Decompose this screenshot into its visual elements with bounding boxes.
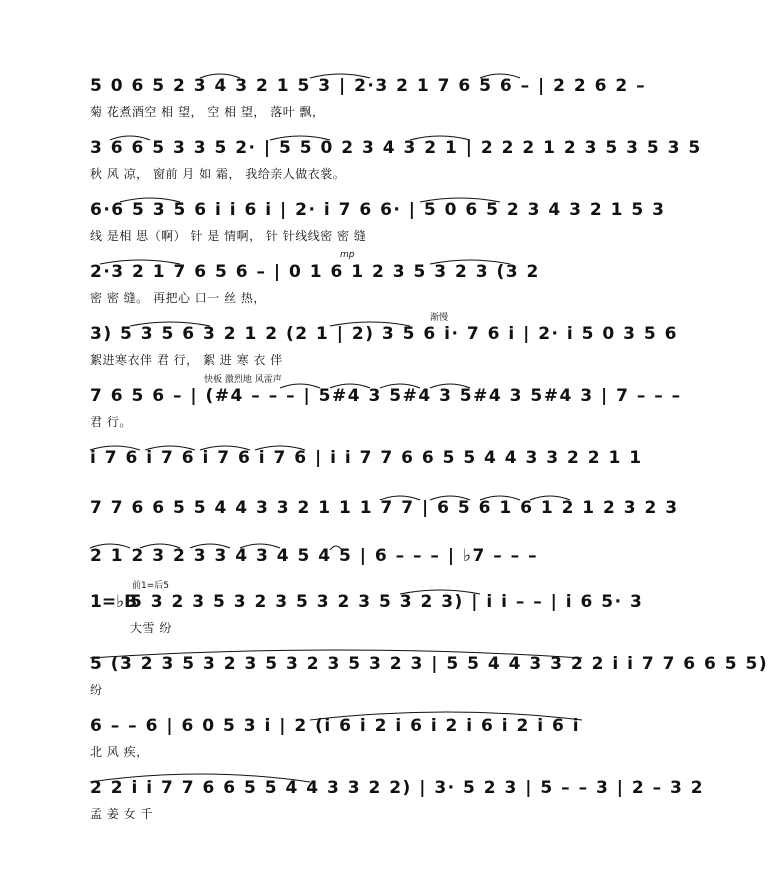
numbered-notes: 5 (3 2 3 5 3 2 3 5 3 2 3 5 3 2 3 | 5 5 4 4 3 3 2 2 i i 7 7 6 6 5 5) bbox=[90, 654, 768, 674]
lyrics-line: 大雪 纷 bbox=[130, 621, 172, 635]
lyrics-line: 絮进寒衣伴 君 行， 絮 进 寒 衣 伴 bbox=[90, 353, 283, 367]
numbered-notes: 6 – – 6 | 6 0 5 3 i | 2 (i 6 i 2 i 6 i 2 i 6 i 2 i 6 i bbox=[90, 716, 581, 736]
key-signature: 1=♭B bbox=[90, 592, 138, 612]
lyrics-line: 北 风 疾， bbox=[90, 745, 149, 759]
dynamic-marking: mp bbox=[340, 250, 355, 260]
numbered-notes: 7 7 6 6 5 5 4 4 3 3 2 1 1 1 7 7 | 6 5 6 1 6 1 2 1 2 3 2 3 bbox=[90, 498, 679, 518]
lyrics-line: 纷 bbox=[90, 683, 103, 697]
lyrics-line: 君 行。 bbox=[90, 415, 132, 429]
tempo-marking: 渐慢 bbox=[430, 313, 449, 323]
lyrics-line: 密 密 缝。 再把心 口一 丝 热， bbox=[90, 291, 266, 305]
numbered-notes: i 7 6 i 7 6 i 7 6 i 7 6 | i i 7 7 6 6 5 5 4 4 3 3 2 2 1 1 bbox=[90, 448, 643, 468]
numbered-notes: 5 0 6 5 2 3 4 3 2 1 5 3 | 2·3 2 1 7 6 5 6 – | 2 2 6 2 – bbox=[90, 76, 647, 96]
lyrics-line: 秋 风 凉， 窗前 月 如 霜， 我给亲人做衣裳。 bbox=[90, 167, 346, 181]
tempo-marking: 快板 激烈地 风雷声 bbox=[204, 375, 282, 385]
lyrics-line: 菊 花煮酒空 相 望， 空 相 望， 落叶 飘， bbox=[90, 105, 325, 119]
numbered-notes: 2 2 i i 7 7 6 6 5 5 4 4 3 3 2 2) | 3· 5 2 3 | 5 – – 3 | 2 – 3 2 bbox=[90, 778, 705, 798]
lyrics-line: 孟 姜 女 千 bbox=[90, 807, 153, 821]
numbered-notes: 5 3 2 3 5 3 2 3 5 3 2 3 5 3 2 3) | i i – – | i 6 5· 3 bbox=[130, 592, 644, 612]
numbered-notes: 3) 5 3 5 6 3 2 1 2 (2 1 | 2) 3 5 6 i· 7 6 i | 2· i 5 0 3 5 6 bbox=[90, 324, 678, 344]
key-change-marking: 前1=后5 bbox=[132, 581, 169, 591]
lyrics-line: 线 是相 思（啊） 针 是 情啊， 针 针线线密 密 缝 bbox=[90, 229, 367, 243]
numbered-notes: 2·3 2 1 7 6 5 6 – | 0 1 6 1 2 3 5 3 2 3 (3 2 bbox=[90, 262, 540, 282]
numbered-notes: 6·6 5 3 5 6 i i 6 i | 2· i 7 6 6· | 5 0 6 5 2 3 4 3 2 1 5 3 bbox=[90, 200, 666, 220]
score-system-13 bbox=[90, 772, 705, 852]
numbered-notes: 2 1 2 3 2 3 3 4 3 4 5 4 5 | 6 – – – | ♭7 – – – bbox=[90, 546, 539, 566]
numbered-notes: 7 6 5 6 – | (#4 – – – | 5#4 3 5#4 3 5#4 3 5#4 3 | 7 – – – bbox=[90, 386, 682, 406]
numbered-notes: 3 6 6 5 3 3 5 2· | 5 5 0 2 3 4 3 2 1 | 2 2 2 1 2 3 5 3 5 3 5 bbox=[90, 138, 702, 158]
